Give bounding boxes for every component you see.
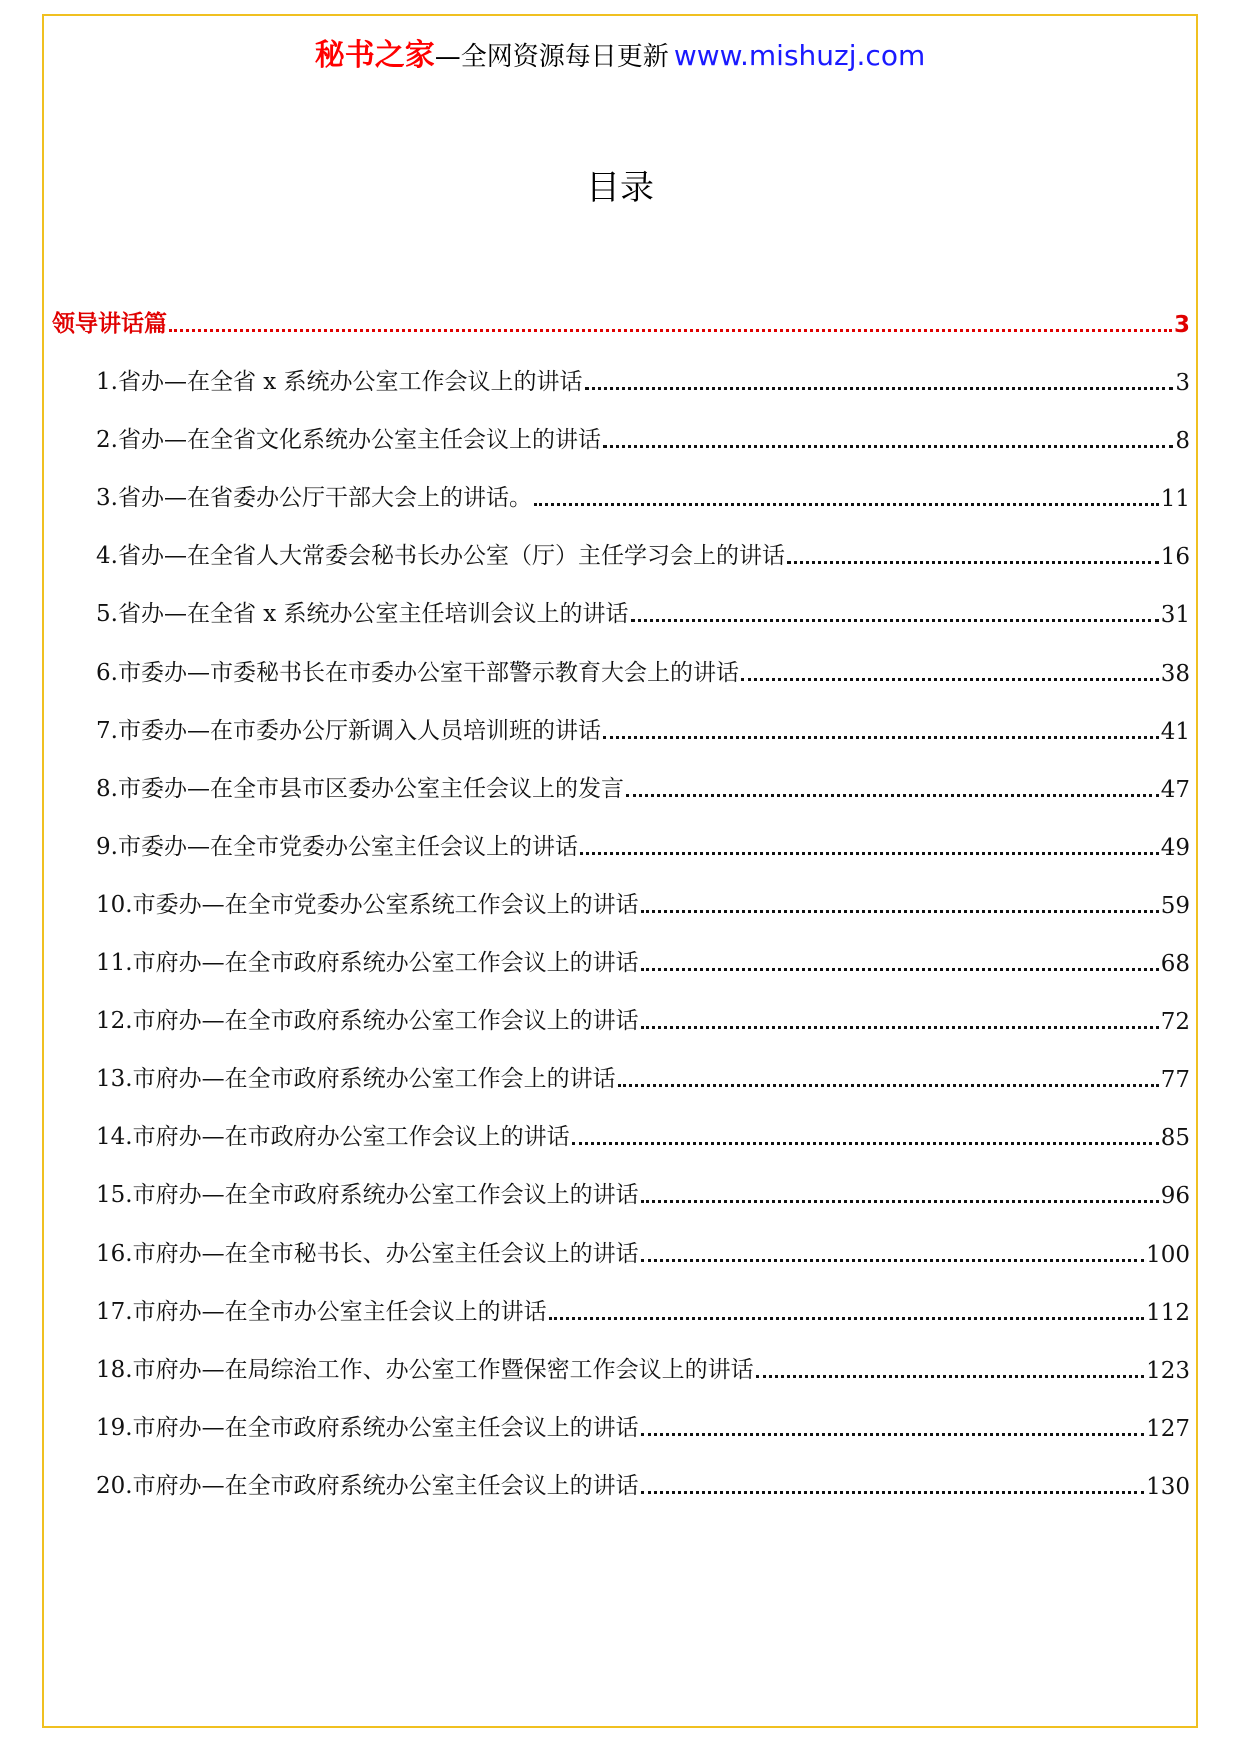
toc-entry-page: 96 <box>1160 1183 1190 1210</box>
toc-leader-dots <box>641 1200 1159 1203</box>
toc-entry[interactable] <box>96 1111 1190 1151</box>
toc-entry-label: 20.市府办—在全市政府系统办公室主任会议上的讲话 <box>96 1472 639 1499</box>
toc-entry[interactable] <box>96 879 1190 919</box>
toc-entry-label: 4.省办—在全省人大常委会秘书长办公室（厅）主任学习会上的讲话 <box>96 543 785 570</box>
toc-entry-label: 13.市府办—在全市政府系统办公室工作会上的讲话 <box>96 1066 616 1093</box>
toc-entry-label: 1.省办—在全省 x 系统办公室工作会议上的讲话 <box>96 369 583 395</box>
toc-entry-page: 38 <box>1160 660 1190 687</box>
toc-entry-page: 8 <box>1175 428 1190 455</box>
toc-entry-label: 14.市府办—在市政府办公室工作会议上的讲话 <box>96 1124 570 1151</box>
toc-entry[interactable] <box>96 1402 1190 1442</box>
toc-entry[interactable] <box>96 530 1190 570</box>
toc-leader-dots <box>618 1084 1159 1087</box>
toc-leader-dots <box>169 329 1172 332</box>
toc-entry-label: 3.省办—在省委办公厅干部大会上的讲话。 <box>96 485 532 512</box>
toc-entry[interactable] <box>96 995 1190 1035</box>
toc-entry-page: 77 <box>1160 1067 1190 1094</box>
toc-entry[interactable] <box>96 1169 1190 1209</box>
toc-entry[interactable] <box>96 1344 1190 1384</box>
toc-entry-page: 49 <box>1160 834 1190 861</box>
toc-entry-page: 127 <box>1146 1415 1190 1442</box>
toc-entry-page: 68 <box>1160 951 1190 977</box>
toc-leader-dots <box>641 1433 1145 1436</box>
toc-section-label: 领导讲话篇 <box>52 311 167 337</box>
toc-entry-label: 2.省办—在全省文化系统办公室主任会议上的讲话 <box>96 427 601 454</box>
toc-leader-dots <box>641 1491 1145 1494</box>
toc-entry-label: 11.市府办—在全市政府系统办公室工作会议上的讲话 <box>96 950 639 976</box>
toc-leader-dots <box>641 910 1159 913</box>
toc-title: 目录 <box>586 168 654 208</box>
toc-leader-dots <box>641 1259 1145 1262</box>
toc-entry-label: 17.市府办—在全市办公室主任会议上的讲话 <box>96 1298 547 1325</box>
toc-leader-dots <box>756 1375 1145 1378</box>
site-tagline: —全网资源每日更新 <box>434 42 669 72</box>
toc-entry-page: 3 <box>1175 370 1190 396</box>
toc-entry-page: 11 <box>1160 486 1190 513</box>
toc-entry[interactable] <box>96 472 1190 512</box>
toc-entry[interactable] <box>96 1460 1190 1500</box>
toc-leader-dots <box>572 1142 1159 1145</box>
toc-leader-dots <box>585 387 1174 390</box>
toc-section-page: 3 <box>1173 312 1190 338</box>
toc-entry[interactable] <box>96 1286 1190 1326</box>
toc-entry-page: 85 <box>1160 1125 1190 1152</box>
toc-entry[interactable] <box>96 1053 1190 1093</box>
toc-entry-label: 6.市委办—市委秘书长在市委办公室干部警示教育大会上的讲话 <box>96 659 739 686</box>
toc-leader-dots <box>641 1026 1159 1029</box>
toc-entry-page: 41 <box>1160 718 1190 745</box>
toc-entry-label: 10.市委办—在全市党委办公室系统工作会议上的讲话 <box>96 891 639 918</box>
toc-entry-page: 16 <box>1160 544 1190 571</box>
site-brand: 秘书之家 <box>314 38 435 73</box>
toc-entry-label: 8.市委办—在全市县市区委办公室主任会议上的发言 <box>96 775 624 802</box>
toc-entry-page: 123 <box>1146 1357 1190 1384</box>
toc-leader-dots <box>641 968 1159 971</box>
toc-entry[interactable] <box>96 588 1190 628</box>
toc-entry[interactable] <box>96 821 1190 861</box>
toc-leader-dots <box>580 852 1159 855</box>
site-header <box>0 30 1240 78</box>
toc-entry-label: 5.省办—在全省 x 系统办公室主任培训会议上的讲话 <box>96 601 629 628</box>
toc-entry-page: 47 <box>1160 776 1190 803</box>
toc-entry[interactable] <box>96 763 1190 803</box>
toc-section-heading[interactable] <box>52 298 1190 338</box>
toc-entry-page: 31 <box>1160 602 1190 629</box>
toc-entry[interactable] <box>96 937 1190 977</box>
toc-entry-page: 72 <box>1160 1009 1190 1036</box>
toc-entry-label: 12.市府办—在全市政府系统办公室工作会议上的讲话 <box>96 1008 639 1035</box>
toc-leader-dots <box>631 619 1159 622</box>
toc-leader-dots <box>787 561 1159 564</box>
toc-entry[interactable] <box>96 705 1190 745</box>
toc-leader-dots <box>626 794 1159 797</box>
toc-entry[interactable] <box>96 356 1190 396</box>
toc-entry-page: 59 <box>1160 892 1190 919</box>
toc-entry-label: 7.市委办—在市委办公厅新调入人员培训班的讲话 <box>96 717 601 744</box>
site-url-link[interactable]: www.mishuzj.com <box>673 39 926 72</box>
toc-leader-dots <box>741 678 1159 681</box>
toc-entry-label: 19.市府办—在全市政府系统办公室主任会议上的讲话 <box>96 1414 639 1441</box>
toc-entry-label: 9.市委办—在全市党委办公室主任会议上的讲话 <box>96 833 578 860</box>
toc-entry-label: 16.市府办—在全市秘书长、办公室主任会议上的讲话 <box>96 1240 639 1267</box>
toc-leader-dots <box>603 736 1159 739</box>
toc-leader-dots <box>534 503 1159 506</box>
toc-entry-page: 112 <box>1146 1299 1190 1326</box>
toc-entry[interactable] <box>96 647 1190 687</box>
toc-entry-label: 15.市府办—在全市政府系统办公室工作会议上的讲话 <box>96 1182 639 1209</box>
toc-leader-dots <box>603 445 1173 448</box>
toc-entry[interactable] <box>96 414 1190 454</box>
toc-entry-page: 130 <box>1146 1473 1190 1500</box>
toc-leader-dots <box>549 1317 1145 1320</box>
toc-entry-page: 100 <box>1146 1241 1190 1268</box>
toc-entry-label: 18.市府办—在局综治工作、办公室工作暨保密工作会议上的讲话 <box>96 1356 754 1383</box>
toc-entry[interactable] <box>96 1228 1190 1268</box>
